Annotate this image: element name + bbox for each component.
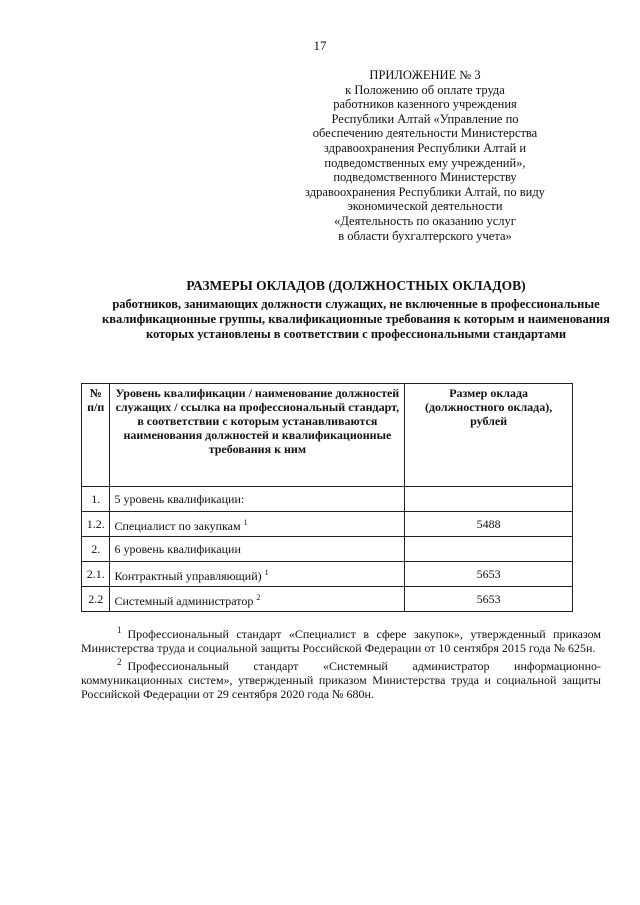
row-name-text: 6 уровень квалификации	[114, 542, 241, 556]
footnote-ref: 2	[256, 592, 261, 602]
row-num: 1.	[82, 487, 110, 512]
row-name	[110, 537, 405, 562]
table-row	[82, 537, 573, 562]
row-salary: 5653	[405, 587, 573, 612]
appendix-line: подведомственных ему учреждений»,	[324, 155, 526, 170]
row-salary	[405, 537, 573, 562]
appendix-line: работников казенного учреждения	[333, 97, 517, 112]
footnote	[81, 623, 601, 655]
appendix-line: экономической деятельности	[347, 199, 503, 214]
row-name-text: Специалист по закупкам	[114, 518, 241, 533]
table-row	[82, 512, 573, 537]
appendix-line: подведомственного Министерству	[333, 170, 517, 185]
footnote	[81, 655, 601, 701]
row-name-text: 5 уровень квалификации:	[114, 492, 245, 506]
row-num: 2.2	[82, 587, 110, 612]
footnote-mark: 2	[117, 657, 122, 667]
row-salary	[405, 487, 573, 512]
document-title: РАЗМЕРЫ ОКЛАДОВ (ДОЛЖНОСТНЫХ ОКЛАДОВ)	[186, 278, 526, 293]
row-name	[110, 512, 405, 537]
row-name-text: Контрактный управляющий)	[114, 568, 262, 583]
document-subtitle: работников, занимающих должности служащих, не включенные в профессиональные квалификационные группы, квалификационные требования к которым и наименования которых установлены в соответствии с профессиональными стандартами	[102, 297, 610, 341]
appendix-line: здравоохранения Республики Алтай, по виду	[305, 184, 545, 199]
row-name-text: Системный администратор	[114, 593, 254, 608]
row-num: 2.1.	[82, 562, 110, 587]
header-name: Уровень квалификации / наименование должностей служащих / ссылка на профессиональный стандарт, в соответствии с которым устанавливаются наименования должностей и квалификационные требования к ним	[110, 384, 405, 487]
row-num: 2.	[82, 537, 110, 562]
appendix-header	[300, 68, 550, 243]
page-number: 17	[313, 38, 327, 53]
row-name	[110, 562, 405, 587]
salary-table	[81, 383, 573, 612]
appendix-line: в области бухгалтерского учета»	[338, 228, 512, 243]
footnote-ref: 1	[264, 567, 269, 577]
table-header-row	[82, 384, 573, 487]
row-num: 1.2.	[82, 512, 110, 537]
row-name	[110, 587, 405, 612]
appendix-line: к Положению об оплате труда	[345, 82, 505, 97]
footnote-text: Профессиональный стандарт «Системный администратор информационно-коммуникационных систем», утвержденный приказом Министерства труда и социальной защиты Российской Федерации от 29 сентября 2020 года № 680н.	[81, 659, 601, 701]
document-title-block	[96, 278, 616, 342]
appendix-line: ПРИЛОЖЕНИЕ № 3	[369, 68, 481, 82]
table-row	[82, 562, 573, 587]
footnote-ref: 1	[243, 517, 248, 527]
appendix-line: «Деятельность по оказанию услуг	[334, 213, 516, 228]
appendix-line: Республики Алтай «Управление по	[331, 111, 519, 126]
appendix-line: обеспечению деятельности Министерства	[312, 126, 538, 141]
row-salary: 5488	[405, 512, 573, 537]
table-row	[82, 587, 573, 612]
header-num: № п/п	[82, 384, 110, 487]
appendix-line: здравоохранения Республики Алтай и	[323, 140, 527, 155]
row-name	[110, 487, 405, 512]
table-row	[82, 487, 573, 512]
footnotes	[81, 623, 601, 701]
footnote-text: Профессиональный стандарт «Специалист в сфере закупок», утвержденный приказом Министерства труда и социальной защиты Российской Федерации от 10 сентября 2015 года № 625н.	[81, 627, 601, 655]
header-salary: Размер оклада (должностного оклада), рублей	[405, 384, 573, 487]
row-salary: 5653	[405, 562, 573, 587]
footnote-mark: 1	[117, 625, 122, 635]
